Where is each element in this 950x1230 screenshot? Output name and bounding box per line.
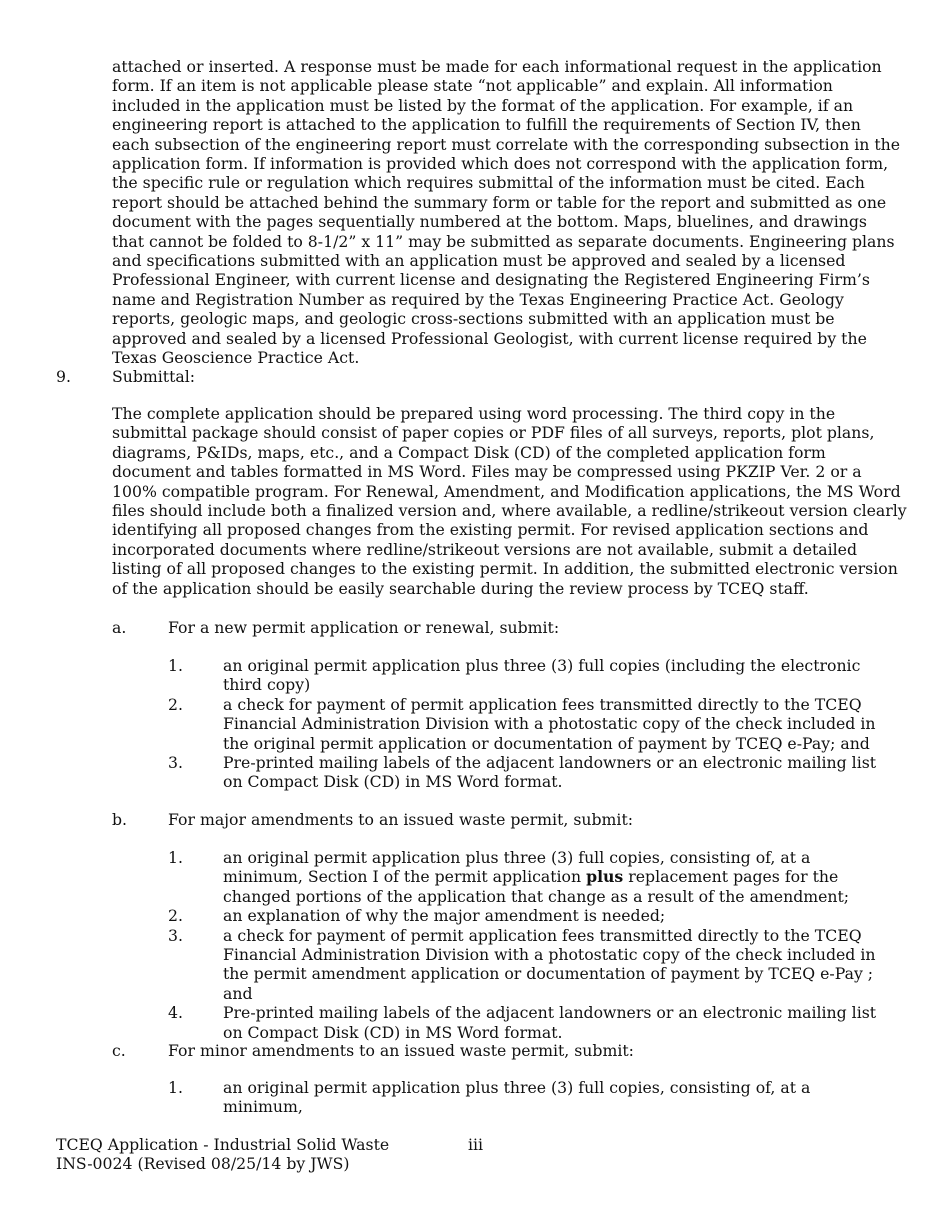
sub-b-list — [168, 848, 878, 1042]
item-number: 2. — [168, 694, 183, 714]
item-number: 3. — [168, 753, 183, 773]
item-text: Pre-printed mailing labels of the adjacent landowners or an electronic mailing list on Compact Disk (CD) in MS Word format. — [223, 1003, 877, 1042]
page-number: iii — [468, 1135, 484, 1154]
list-item — [168, 656, 878, 695]
item-text-bold: plus — [586, 867, 624, 887]
item-text-part: an original permit application plus three (3) full copies, consisting of, at a minimum, Section I of the permit application — [223, 848, 811, 887]
sub-c-title: For minor amendments to an issued waste permit, submit: — [168, 1041, 634, 1060]
item-number: 2. — [168, 906, 183, 926]
sub-b-title: For major amendments to an issued waste permit, submit: — [168, 810, 634, 829]
item-text: Pre-printed mailing labels of the adjacent landowners or an electronic mailing list on Compact Disk (CD) in MS Word format. — [223, 753, 877, 792]
item-text: an explanation of why the major amendment is needed; — [223, 906, 666, 926]
sub-b-label: b. — [112, 810, 128, 829]
list-item — [168, 753, 878, 792]
list-item — [168, 695, 878, 753]
sub-a-label: a. — [112, 618, 127, 637]
item-number: 1. — [168, 1078, 183, 1097]
item-number: 1. — [168, 848, 183, 867]
intro-paragraph: attached or inserted. A response must be made for each informational request in the application form. If an item is not applicable please state “not applicable” and explain. All information included in the application must be listed by the format of the application. For example, if an engineering report is attached to the application to fulfill the requirements of Section IV, then each subsection of the engineering report must correlate with the corresponding subsection in the application form. If information is provided which does not correspond with the application form, the specific rule or regulation which requires submittal of the information must be cited. Each report should be attached behind the summary form or table for the report and submitted as one document with the pages sequentially numbered at the bottom. Maps, bluelines, and drawings that cannot be folded to 8-1/2” x 11” may be submitted as separate documents. Engineering plans and specifications submitted with an application must be approved and sealed by a licensed Professional Engineer, with current license and designating the Registered Engineering Firm’s name and Registration Number as required by the Texas Engineering Practice Act. Geology reports, geologic maps, and geologic cross-sections submitted with an application must be approved and sealed by a licensed Professional Geologist, with current license required by the Texas Geoscience Practice Act. — [112, 57, 901, 368]
item-text: a check for payment of permit application fees transmitted directly to the TCEQ Financial Administration Division with a photostatic copy of the check included in the original permit application or documentation of payment by TCEQ e-Pay; and — [223, 694, 876, 753]
sub-a-list — [168, 656, 878, 792]
list-item — [168, 906, 878, 925]
list-item — [168, 1003, 878, 1042]
section-number: 9. — [56, 367, 71, 386]
sub-a-title: For a new permit application or renewal, submit: — [168, 618, 560, 637]
item-text-part: replacement pages for the changed portions of the application that change as a result of the amendment; — [223, 867, 850, 906]
footer-form-info — [56, 1135, 389, 1174]
item-number: 3. — [168, 925, 183, 945]
list-item — [168, 926, 878, 1004]
item-number: 4. — [168, 1003, 183, 1023]
item-number: 1. — [168, 656, 183, 675]
sub-c-label: c. — [112, 1041, 126, 1060]
item-text: a check for payment of permit application fees transmitted directly to the TCEQ Financial Administration Division with a photostatic copy of the check included in the permit amendment application or documentation of payment by TCEQ e-Pay ; and — [223, 925, 876, 1003]
item-text: an original permit application plus three (3) full copies, consisting of, at a minimum, — [223, 1078, 811, 1117]
section-body: The complete application should be prepared using word processing. The third copy in the submittal package should consist of paper copies or PDF files of all surveys, reports, plot plans, diagrams, P&IDs, maps, etc., and a Compact Disk (CD) of the completed application form document and tables formatted in MS Word. Files may be compressed using PKZIP Ver. 2 or a 100% compatible program. For Renewal, Amendment, and Modification applications, the MS Word files should include both a finalized version and, where available, a redline/strikeout version clearly identifying all proposed changes from the existing permit. For revised application sections and incorporated documents where redline/strikeout versions are not available, submit a detailed listing of all proposed changes to the existing permit. In addition, the submitted electronic version of the application should be easily searchable during the review process by TCEQ staff. — [112, 404, 907, 598]
section-title: Submittal: — [112, 367, 196, 386]
footer-line-2: INS-0024 (Revised 08/25/14 by JWS) — [56, 1154, 350, 1174]
list-item — [168, 1078, 878, 1117]
sub-c-list — [168, 1078, 878, 1117]
list-item — [168, 848, 878, 906]
footer-line-1: TCEQ Application - Industrial Solid Waste — [56, 1135, 390, 1154]
item-text: an original permit application plus three (3) full copies (including the electronic third copy) — [223, 656, 861, 695]
